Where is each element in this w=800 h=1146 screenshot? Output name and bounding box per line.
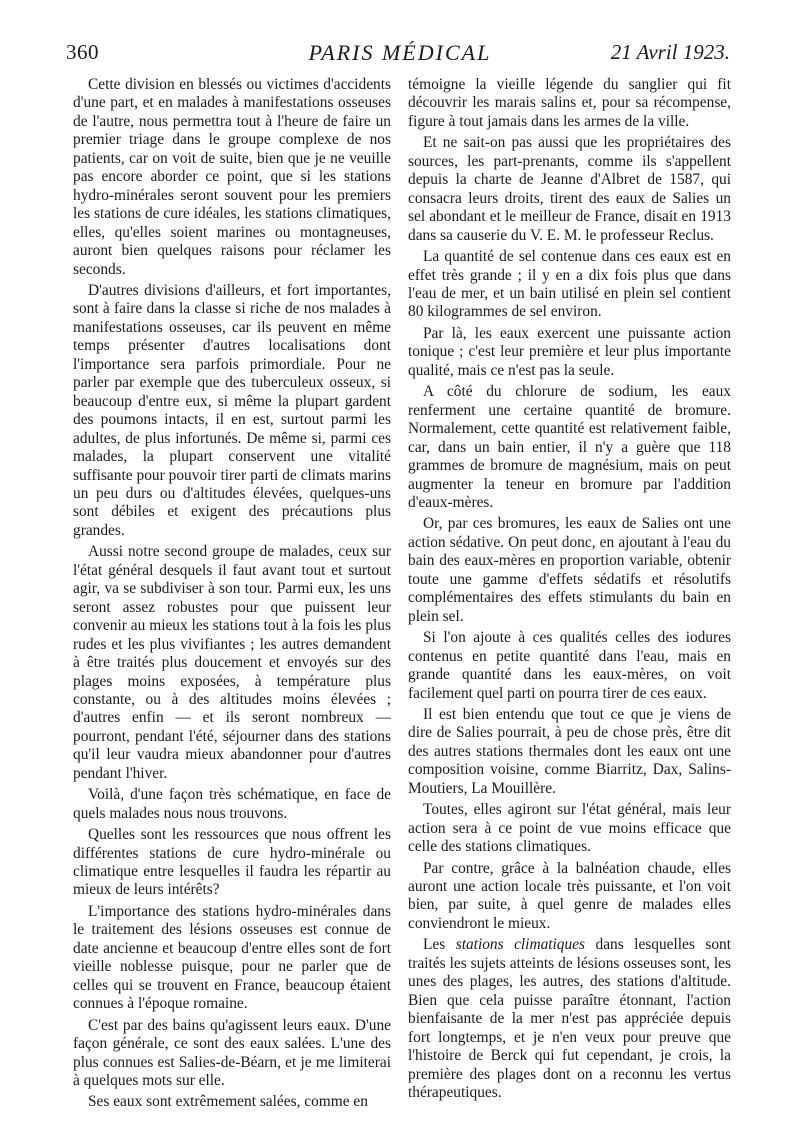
- paragraph: Aussi notre second groupe de malades, ceux sur l'état général desquels il faut avant tout et surtout agir, va se subdiviser à son tour. Parmi eux, les uns seront assez robustes pour que puissent leur convenir au mieux les stations tout à la fois les plus rudes et les plus vivifiantes ; les autres demandent à être traités plus doucement et envoyés sur des plages moins exposées, à température plus constante, ou à des altitudes moins élevées ; d'autres enfin — et ils seront nombreux — pourront, pendant l'été, séjourner dans des stations qu'il leur vaudra mieux abandonner pour d'autres pendant l'hiver.: [73, 543, 391, 782]
- issue-date: 21 Avril 1923.: [610, 40, 730, 64]
- journal-title: PARIS MÉDICAL: [308, 40, 492, 65]
- paragraph: Par là, les eaux exercent une puissante action tonique ; c'est leur première et leur plus importante qualité, mais ce n'est pas la seule.: [408, 324, 731, 379]
- paragraph: Or, par ces bromures, les eaux de Salies ont une action sédative. On peut donc, en ajoutant à l'eau du bain des eaux-mères en proportion variable, obtenir toute une gamme d'effets sédatifs et résolutifs complémentaires des effets stimulants du bain en plein sel.: [408, 515, 731, 625]
- paragraph: C'est par des bains qu'agissent leurs eaux. D'une façon générale, ce sont des eaux salées. L'une des plus connues est Salies-de-Béarn, et je me limiterai à quelques mots sur elle.: [73, 1016, 391, 1090]
- paragraph: A côté du chlorure de sodium, les eaux renferment une certaine quantité de bromure. Normalement, cette quantité est relativement faible, car, dans un bain entier, il n'y a guère que 118 grammes de bromure de magnésium, mais on peut augmenter la teneur en bromure par l'addition d'eaux-mères.: [408, 383, 731, 511]
- emphasized-term: stations climatiques: [455, 936, 586, 954]
- paragraph: Voilà, d'une façon très schématique, en face de quels malades nous nous trouvons.: [73, 786, 391, 822]
- paragraph-lead: Les: [423, 936, 456, 954]
- paragraph: D'autres divisions d'ailleurs, et fort importantes, sont à faire dans la classe si riche de nos malades à manifestations osseuses, car ils peuvent en même temps présenter d'autres localisations dont l'importance sera parfois primordiale. Pour ne parler par exemple que des tuberculeux osseux, si beaucoup d'entre eux, si même la plupart gardent des poumons intacts, il en est, surtout parmi les adultes, de plus infortunés. De même si, parmi ces malades, la plupart conservent une vitalité suffisante pour pouvoir tirer parti de climats marins un peu durs ou d'altitudes élevées, quelques-uns sont débiles et exigent des précautions plus grandes.: [73, 281, 391, 539]
- paragraph: L'importance des stations hydro-minérales dans le traitement des lésions osseuses est connue de date ancienne et beaucoup d'entre elles sont de fort vieille noblesse puisque, pour ne parler que de celles qui se trouvent en France, beaucoup étaient connues à l'époque romaine.: [73, 902, 391, 1013]
- paragraph: Quelles sont les ressources que nous offrent les différentes stations de cure hydro-minérale ou climatique entre lesquelles il faudra les répartir au mieux de leurs intérêts?: [73, 826, 391, 899]
- running-header: [62, 36, 738, 66]
- left-column: [73, 76, 391, 1115]
- continued-paragraph: témoigne la vieille légende du sanglier qui fit découvrir les marais salins et, pour sa récompense, figure à tout jamais dans les armes de la ville.: [408, 76, 731, 130]
- paragraph: Et ne sait-on pas aussi que les propriétaires des sources, les part-prenants, comme ils s'appellent depuis la charte de Jeanne d'Albret de 1587, qui consacra leurs droits, tirent des eaux de Salies un sel abondant et le meilleur de France, disait en 1913 dans sa causerie du V. E. M. le professeur Reclus.: [408, 134, 731, 244]
- paragraph: Ses eaux sont extrêmement salées, comme en: [88, 1093, 368, 1111]
- paragraph-rest: dans lesquelles sont traités les sujets atteints de lésions osseuses sont, les unes des plages, les autres, des stations d'altitude. Bien que cela puisse paraître étonnant, l'action bienfaisante de la mer n'est pas appréciée depuis fort longtemps, et je n'en veux pour preuve que l'histoire de Berck qui fut cependant, je crois, la première des plages dont on a reconnu les vertus thérapeutiques.: [408, 936, 731, 1102]
- paragraph: Cette division en blessés ou victimes d'accidents d'une part, et en malades à manifestations osseuses de l'autre, nous permettra tout à l'heure de faire un premier triage dans le groupe complexe de nos patients, car on voit de suite, bien que je ne veuille pas encore aborder ce point, que si les stations hydro-minérales seront souvent pour les premiers les stations de cure idéales, les stations climatiques, elles, qu'elles soient marines ou montagneuses, auront bien quelques raisons pour réclamer les seconds.: [73, 76, 391, 278]
- paragraph: Toutes, elles agiront sur l'état général, mais leur action sera à ce point de vue moins efficace que celle des stations climatiques.: [408, 801, 731, 856]
- paragraph: La quantité de sel contenue dans ces eaux est en effet très grande ; il y en a dix fois plus que dans l'eau de mer, et un bain utilisé en plein sel contient 80 kilogrammes de sel environ.: [408, 248, 731, 321]
- paragraph-stations-climatiques: [408, 936, 731, 1102]
- page-number: 360: [66, 40, 99, 64]
- right-column: [408, 76, 731, 1105]
- paragraph: Il est bien entendu que tout ce que je viens de dire de Salies pourrait, à peu de chose près, être dit des autres stations thermales dont les eaux ont une composition voisine, comme Biarritz, Dax, Salins-Moutiers, La Mouillère.: [408, 705, 731, 797]
- paragraph: Si l'on ajoute à ces qualités celles des iodures contenus en petite quantité dans l'eau, mais en grande quantité dans les eaux-mères, on voit facilement quel parti on pourra tirer de ces eaux.: [408, 629, 731, 702]
- paragraph: Par contre, grâce à la balnéation chaude, elles auront une action locale très puissante, et l'on voit bien, par suite, à quel genre de malades elles conviendront le mieux.: [408, 859, 731, 932]
